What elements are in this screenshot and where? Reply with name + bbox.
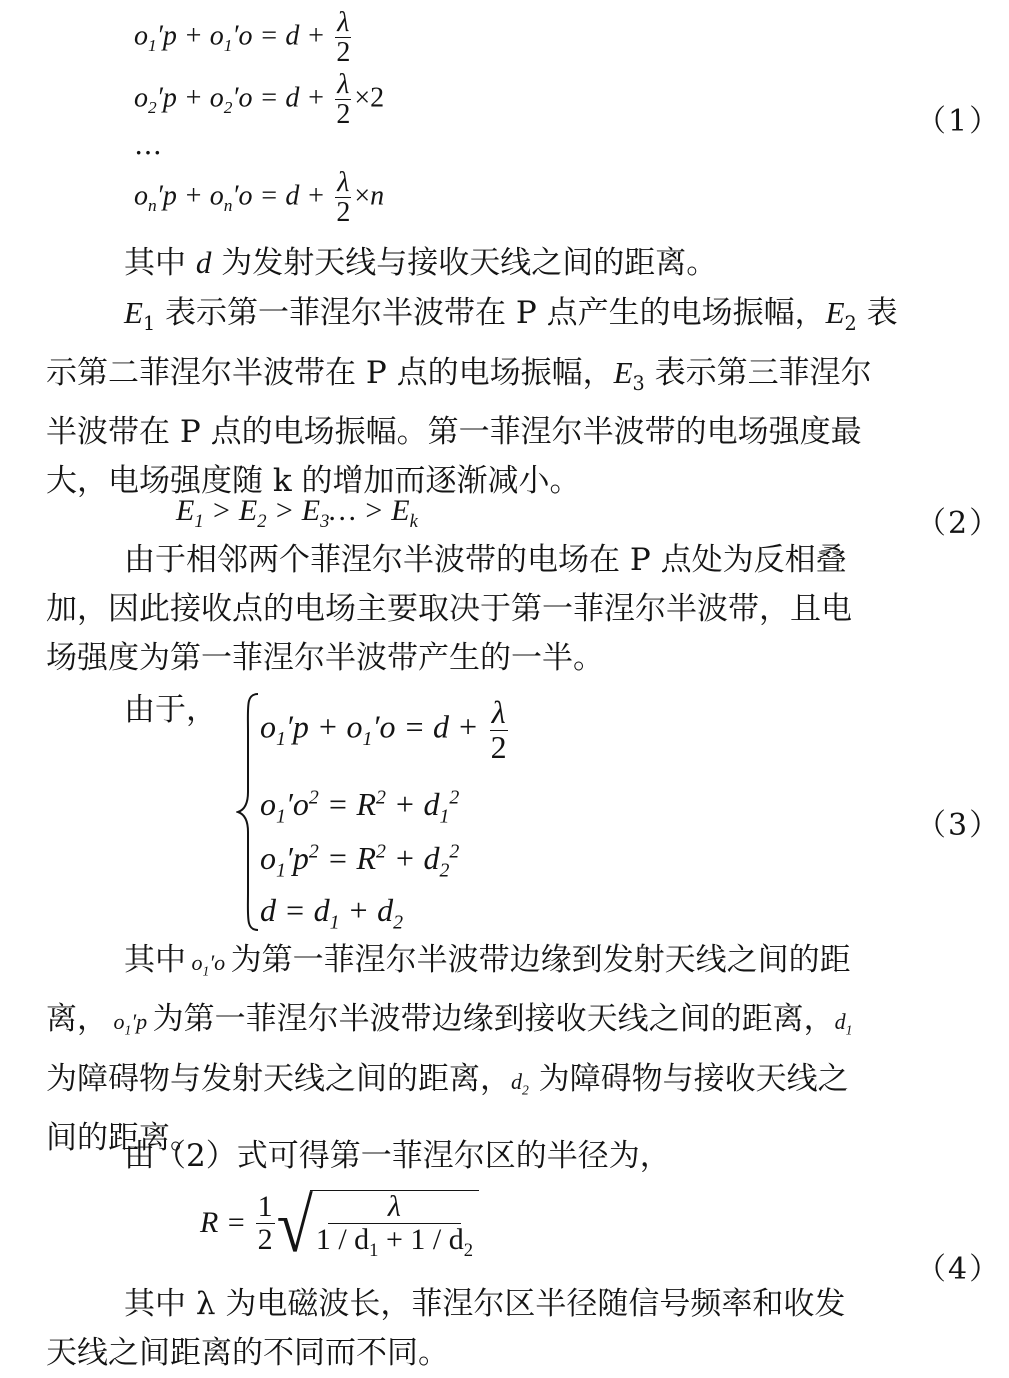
equation-4: R = $\frac{1}{2}$ √ $\frac{\lambda}{1 / d_1 + 1 / d_2}$ (200, 1186, 479, 1260)
equation-1-line-2: $o_2'p + o_2'o = d$ + $\frac{\lambda}{2}$ ×2 (134, 69, 385, 131)
equation-3-line-4: $d = d_1 + d_2$ (260, 892, 404, 934)
equation-number-4: （4） (916, 1252, 1002, 1287)
equation-3-intro: 由于， (124, 692, 217, 728)
equation-number-2: （2） (916, 506, 1002, 541)
paragraph-conclusion: 其中 λ 为电磁波长，菲涅尔区半径随信号频率和收发 天线之间距离的不同而不同。 (46, 1286, 846, 1371)
paragraph-distances: 其中 $o_1'o$ 为第一菲涅尔半波带边缘到发射天线之间的距 离， $o_1'p$ 为第一菲涅尔半波带边缘到接收天线之间的距离，$d_1$ 为障碍物与发射天线之间的距离，$d_2$ 为障碍物与接收天线之 间的距离。 (46, 942, 853, 1157)
equation-number-1: （1） (916, 104, 1002, 139)
equation-1-line-1: $o_1'p + o_1'o = d$ + $\frac{\lambda}{2}$ (134, 7, 351, 69)
equation-3-line-3: $o_1'p^2 = R^2 + d_2^2$ (260, 840, 460, 882)
equation-3-brace (236, 692, 262, 932)
paragraph-field-amplitude: $E_1$ 表示第一菲涅尔半波带在 P 点产生的电场振幅，$E_2$ 表 示第二菲涅尔半波带在 P 点的电场振幅，$E_3$ 表示第三菲涅尔 半波带在 P 点的电场振幅。第一菲涅尔半波带的电场强度最 大，电场强度随 k 的增加而逐渐减小。 (46, 295, 898, 500)
equation-1-ellipsis: … (134, 128, 162, 161)
equation-3-line-2: $o_1'o^2 = R^2 + d_1^2$ (260, 786, 460, 828)
equation-2: $E_1 > E_2$ > $E_3\dots > E_k$ (176, 494, 418, 532)
equation-3-line-1: $o_1'p + o_1'o = d$ + $\frac{\lambda}{2}$ (260, 694, 507, 765)
equation-number-3: （3） (916, 808, 1002, 843)
paragraph-d-definition: 其中 d 为发射天线与接收天线之间的距离。 (124, 245, 718, 281)
paragraph-radius-intro: 由（2）式可得第一菲涅尔区的半径为， (124, 1138, 671, 1174)
equation-1-line-n: $o_n'p + o_n'o = d$ + $\frac{\lambda}{2}$ ×n (134, 167, 385, 229)
paragraph-superposition: 由于相邻两个菲涅尔半波带的电场在 P 点处为反相叠 加，因此接收点的电场主要取决于第一菲涅尔半波带，且电 场强度为第一菲涅尔半波带产生的一半。 (46, 542, 852, 676)
